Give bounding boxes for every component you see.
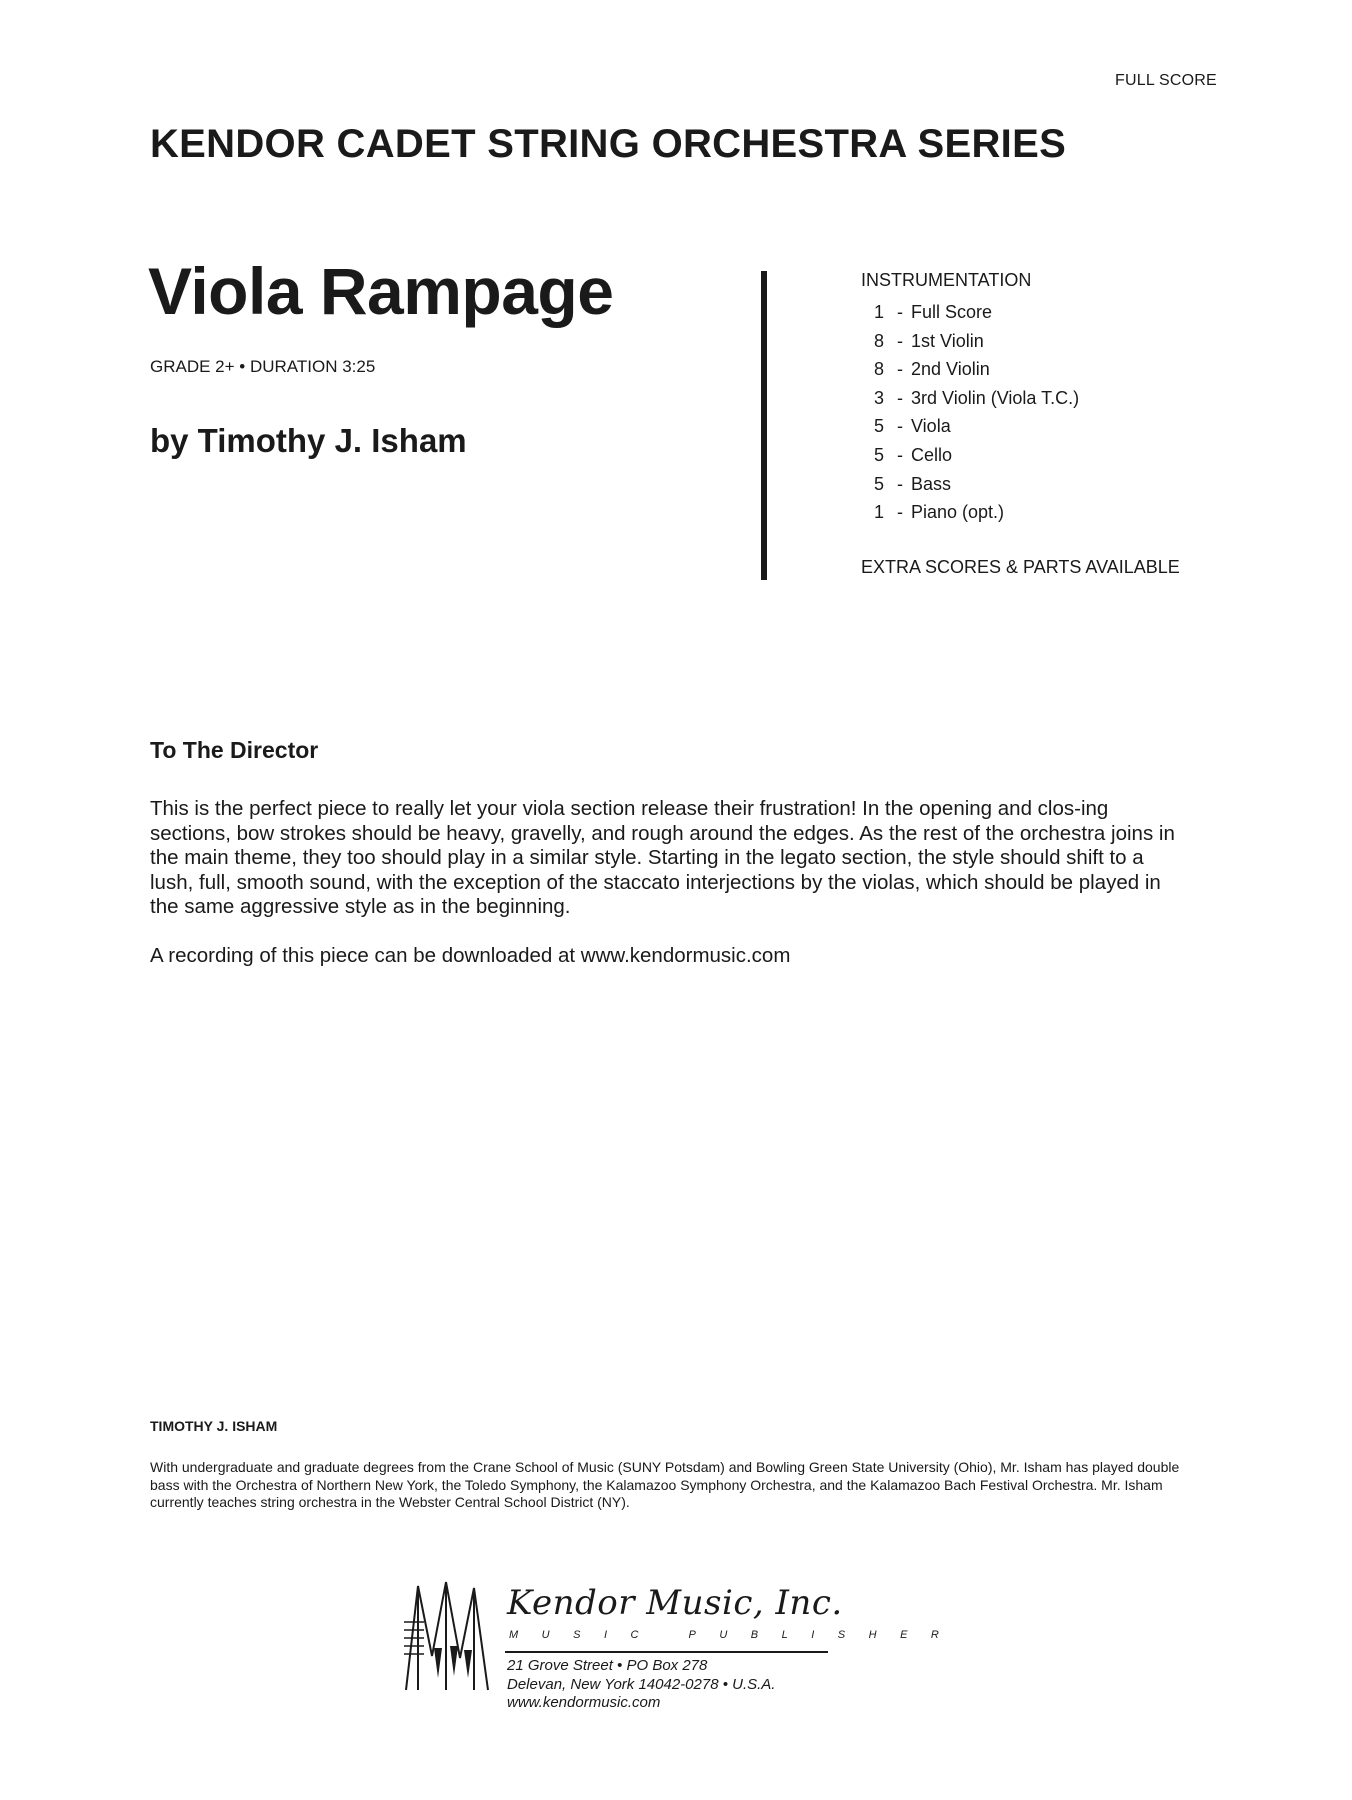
bio-text: With undergraduate and graduate degrees from the Crane School of Music (SUNY Potsdam) and Bowling Green State University (Ohio), Mr. Isham has played double bass with the Orchestra of Northern New York, the Toledo Symphony, the Kalamazoo Symphony Orchestra, and the Kalamazoo Bach Festival Orchestra. Mr. Isham currently teaches string orchestra in the Webster Central School District (NY).: [150, 1459, 1180, 1510]
kendor-logo-icon: [404, 1578, 504, 1694]
instrumentation-item: [874, 327, 1079, 356]
piece-title: Viola Rampage: [148, 254, 614, 328]
instrument-name: 3rd Violin (Viola T.C.): [911, 387, 1080, 408]
instrumentation-item: [874, 498, 1079, 527]
instrumentation-item: [874, 384, 1079, 413]
instrument-name: Cello: [911, 444, 953, 465]
instrument-name: Piano (opt.): [911, 502, 1005, 523]
composer-line: by Timothy J. Isham: [150, 422, 467, 459]
bio-heading: TIMOTHY J. ISHAM: [150, 1418, 278, 1434]
director-notes: This is the perfect piece to really let your viola section release their frustration! In the opening and clos-ing sections, bow strokes should be heavy, gravelly, and rough around the edges. As the rest of the orchestra joins in the main theme, they too should play in a similar style. Starting in the legato section, the style should shift to a lush, full, smooth sound, with the exception of the staccato interjections by the violas, which should be played in the same aggressive style as in the beginning.: [150, 797, 1175, 919]
instrumentation-item: [874, 412, 1079, 441]
instrument-dash: -: [897, 416, 903, 437]
instrument-dash: -: [897, 359, 903, 380]
instrumentation-list: [874, 298, 1079, 527]
instrument-dash: -: [897, 330, 903, 351]
instrument-dash: -: [897, 444, 903, 465]
instrument-dash: -: [897, 387, 903, 408]
publisher-website: www.kendormusic.com: [507, 1694, 661, 1711]
extra-parts-note: EXTRA SCORES & PARTS AVAILABLE: [861, 557, 1180, 577]
instrument-name: 2nd Violin: [911, 359, 990, 380]
instrumentation-item: [874, 441, 1079, 470]
instrument-dash: -: [897, 502, 903, 523]
recording-note: A recording of this piece can be downloaded at www.kendormusic.com: [150, 944, 791, 967]
instrumentation-item: [874, 355, 1079, 384]
instrument-dash: -: [897, 302, 903, 322]
director-heading: To The Director: [150, 737, 319, 763]
instrument-quantity: 1: [874, 502, 885, 523]
instrument-quantity: 8: [874, 330, 885, 351]
address-line-1: 21 Grove Street • PO Box 278: [507, 1657, 708, 1674]
instrument-quantity: 5: [874, 444, 885, 465]
instrument-quantity: 1: [874, 302, 885, 322]
publisher-rule: [505, 1651, 828, 1653]
instrument-name: Viola: [911, 416, 951, 437]
publisher-address: [507, 1657, 775, 1713]
instrument-name: Bass: [911, 473, 952, 494]
instrument-dash: -: [897, 473, 903, 494]
instrument-name: Full Score: [911, 302, 993, 322]
instrumentation-heading: INSTRUMENTATION: [861, 270, 1032, 290]
score-type-label: FULL SCORE: [1115, 72, 1217, 89]
instrument-quantity: 5: [874, 416, 885, 437]
instrument-name: 1st Violin: [911, 330, 984, 351]
address-line-2: Delevan, New York 14042-0278 • U.S.A.: [507, 1675, 776, 1693]
grade-duration: GRADE 2+ • DURATION 3:25: [150, 357, 376, 376]
instrument-quantity: 3: [874, 387, 885, 408]
instrumentation-item: [874, 470, 1079, 499]
publisher-tagline: MUSIC PUBLISHER: [509, 1629, 963, 1641]
series-title: KENDOR CADET STRING ORCHESTRA SERIES: [150, 122, 1067, 166]
publisher-name: Kendor Music, Inc.: [507, 1583, 843, 1623]
instrument-quantity: 8: [874, 359, 885, 380]
instrumentation-item: [874, 298, 1079, 327]
instrument-quantity: 5: [874, 473, 885, 494]
vertical-divider: [761, 271, 767, 580]
